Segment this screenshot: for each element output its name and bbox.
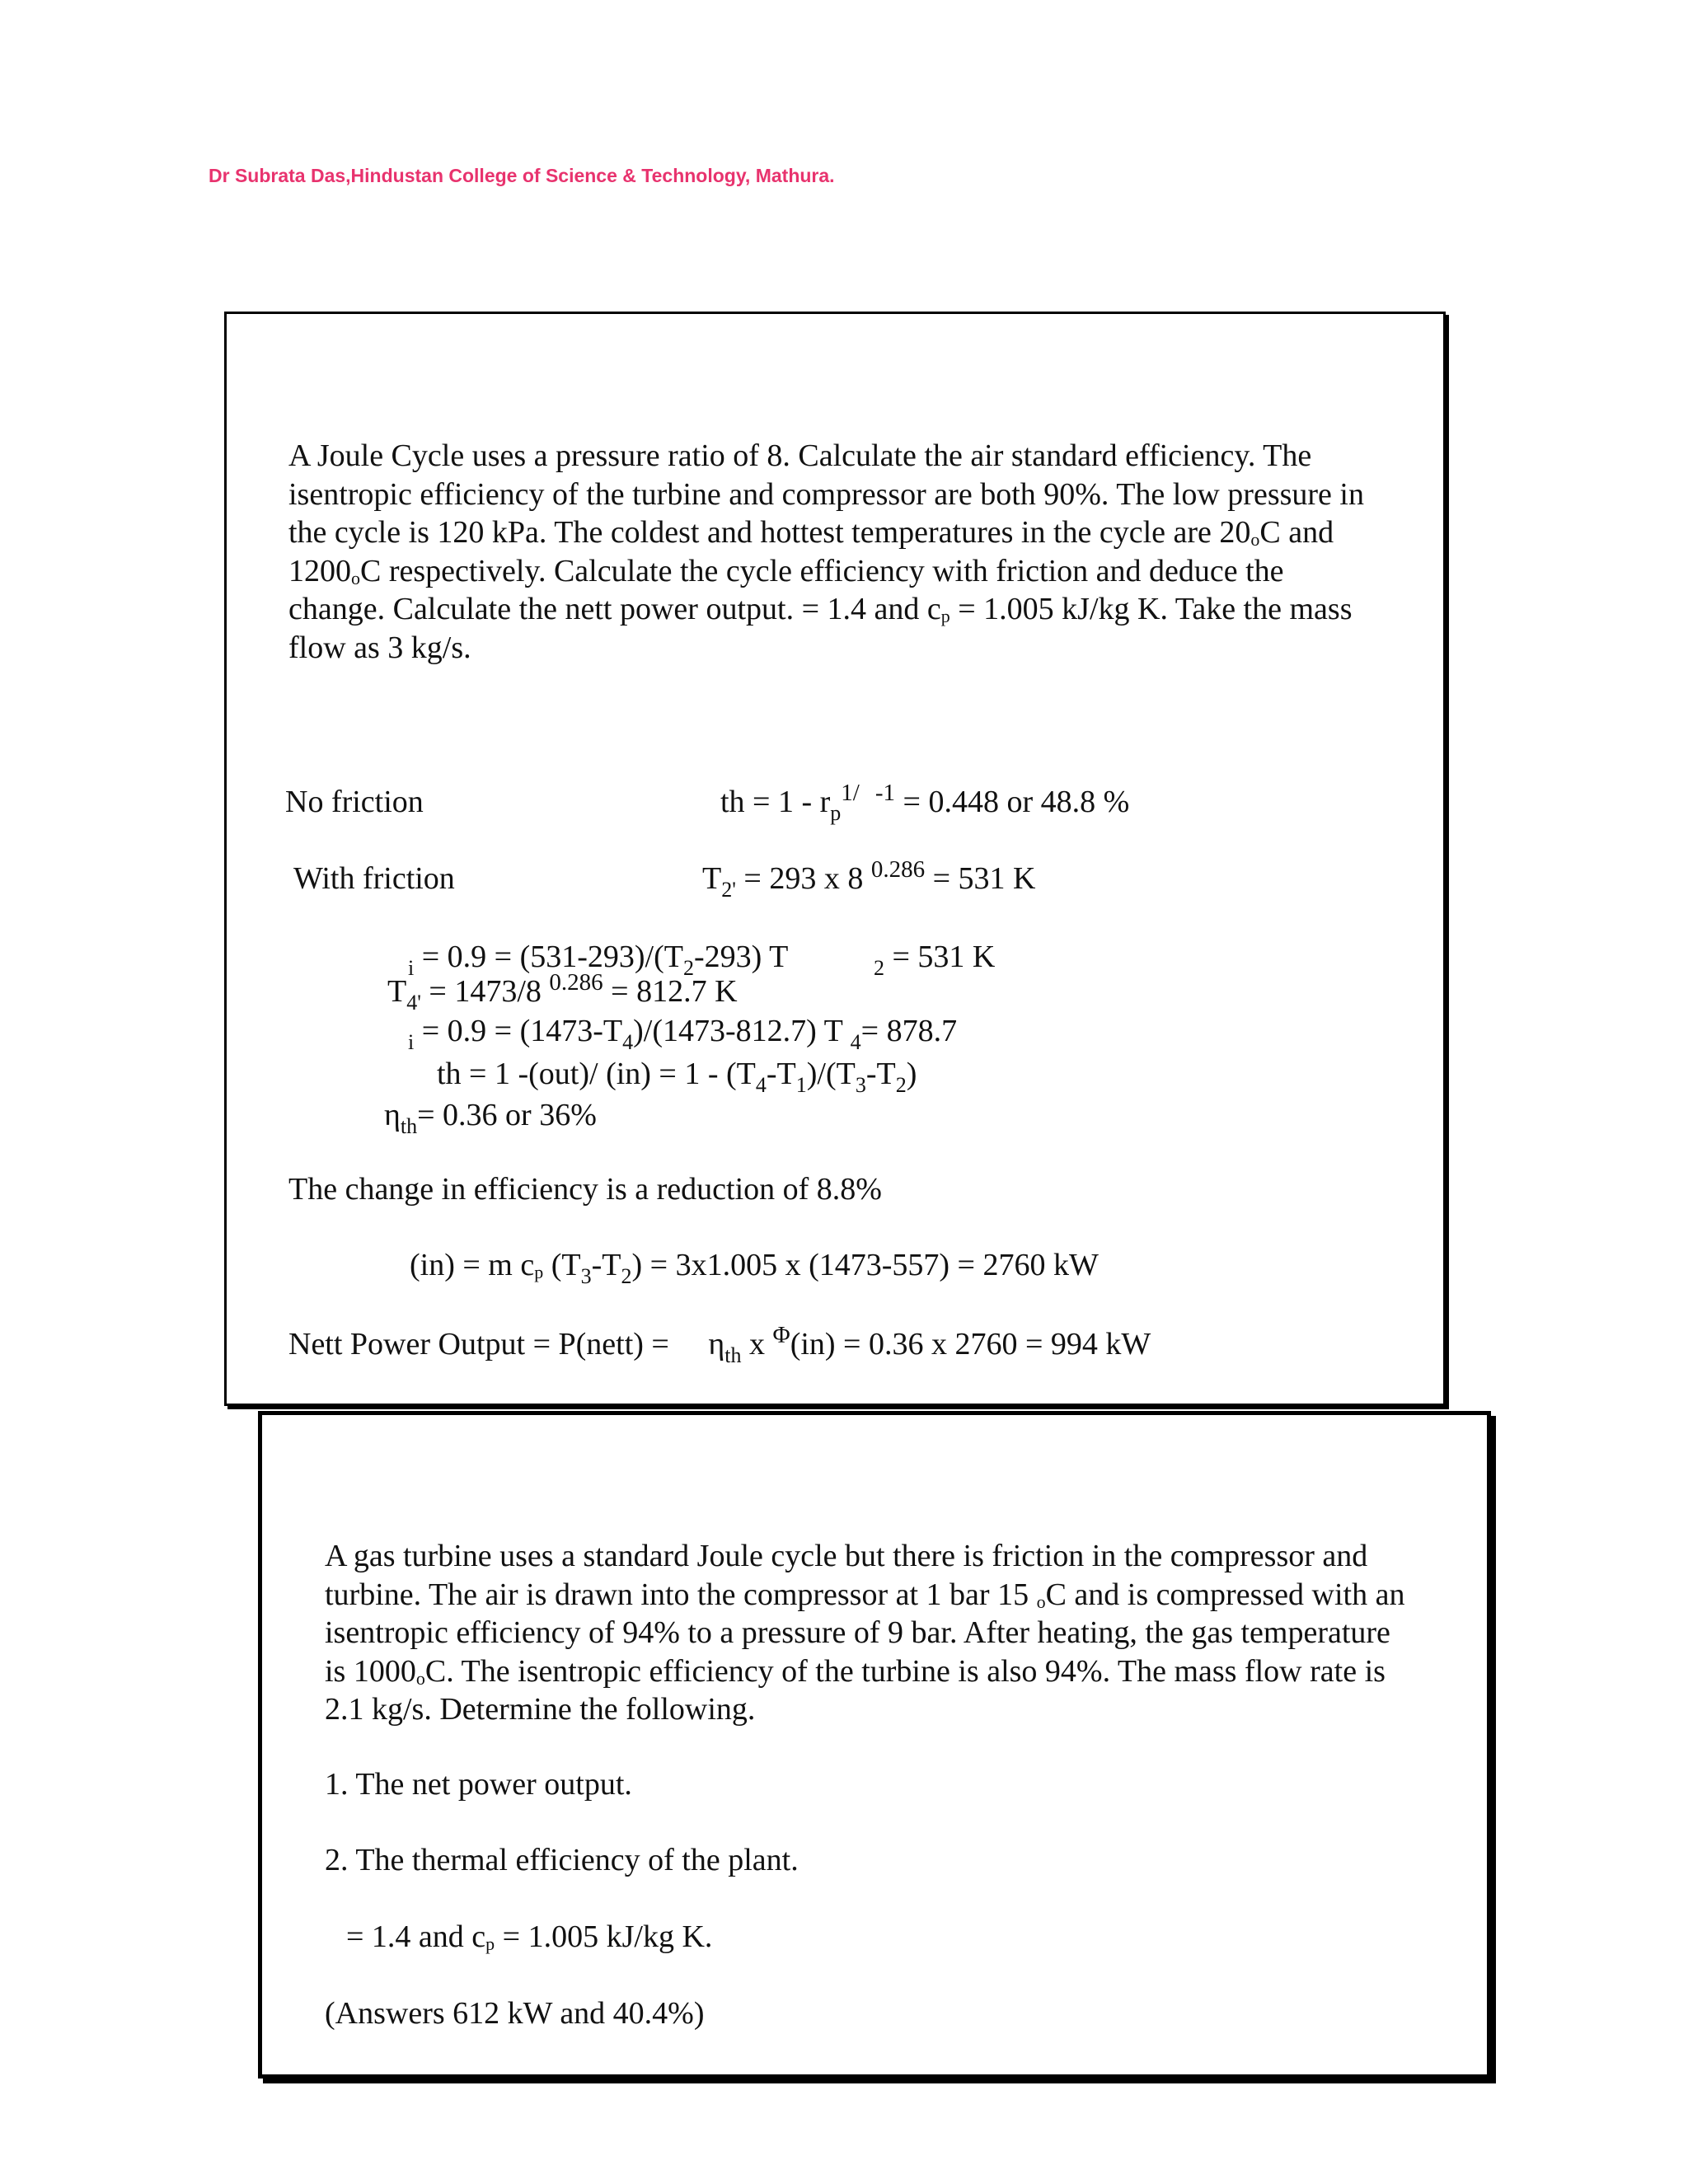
with-friction-label: With friction	[293, 861, 455, 896]
turbine-efficiency-line: $_i = 0.9 = (1473-T_4)/(1473-812.7)$ T $_4$= 878.7	[408, 1014, 958, 1054]
problem-1-line: A Joule Cycle uses a pressure ratio of 8. Calculate the air standard efficiency. The	[288, 438, 1312, 473]
t2-result: $_2$ = 531 K	[874, 940, 996, 980]
problem-2-line: A gas turbine uses a standard Joule cycle but there is friction in the compressor and	[325, 1539, 1368, 1573]
answers: (Answers 612 kW and 40.4%)	[325, 1996, 705, 2031]
problem-1-line: the cycle is 120 kPa. The coldest and hottest temperatures in the cycle are 20oC and	[288, 515, 1334, 550]
t4-prime-line: $T_{4'} = 1473/8$ $^{0.286}$ = 812.7 K	[387, 969, 738, 1015]
no-friction-label: No friction	[285, 785, 424, 819]
problem-2-line: is 1000oC. The isentropic efficiency of the turbine is also 94%. The mass flow rate is	[325, 1653, 1386, 1689]
thermal-efficiency-formula: th = 1 -(out)/ $(in) = 1 - (T_4-T_1)/(T_3-T_2)$	[437, 1057, 917, 1097]
thermal-efficiency-result: $\eta_{th}= 0.36$ or 36%	[384, 1098, 597, 1138]
page-header: Dr Subrata Das,Hindustan College of Science & Technology, Mathura.	[209, 165, 835, 186]
nett-power-output: Nett Power Output = P(nett) = $\eta_{th}$ x $^\Phi$(in) = 0.36 x 2760 = 994 kW	[288, 1322, 1151, 1367]
problem-1-line: 1200oC respectively. Calculate the cycle efficiency with friction and deduce the	[288, 553, 1284, 588]
gamma-cp-values: = 1.4 and cp = 1.005 kJ/kg K.	[346, 1919, 713, 1954]
efficiency-change: The change in efficiency is a reduction of 8.8%	[288, 1172, 882, 1207]
t2-prime-equation: $T_{2'} = 293$ x 8 $^{0.286}$ = 531 K	[702, 856, 1036, 902]
problem-1-text	[288, 437, 1364, 667]
no-friction-equation: th = $1 - r_p^{1/}$ $^{-1}$ = 0.448 or 48.8 %	[720, 780, 1130, 825]
problem-1-line: change. Calculate the nett power output. = 1.4 and cp = 1.005 kJ/kg K. Take the mass	[288, 592, 1353, 626]
problem-2-line: isentropic efficiency of 94% to a pressure of 9 bar. After heating, the gas temperature	[325, 1615, 1390, 1650]
heat-input-equation: (in) = m cp $(T_3-T_2) = 3x1.005$ x (1473-557) = 2760 kW	[410, 1248, 1099, 1288]
problem-2-line: turbine. The air is drawn into the compressor at 1 bar 15 oC and is compressed with an	[325, 1577, 1405, 1612]
problem-2-text	[325, 1537, 1404, 1729]
compressor-efficiency-line: $_i = 0.9 = (531-293)/(T_2-293)$ T	[408, 940, 789, 980]
list-item: 1. The net power output.	[325, 1767, 632, 1802]
list-item: 2. The thermal efficiency of the plant.	[325, 1843, 799, 1877]
problem-2-box	[258, 1411, 1491, 2079]
problem-1-line: flow as 3 kg/s.	[288, 630, 471, 665]
problem-1-line: isentropic efficiency of the turbine and compressor are both 90%. The low pressure in	[288, 476, 1364, 512]
problem-2-line: 2.1 kg/s. Determine the following.	[325, 1692, 756, 1727]
